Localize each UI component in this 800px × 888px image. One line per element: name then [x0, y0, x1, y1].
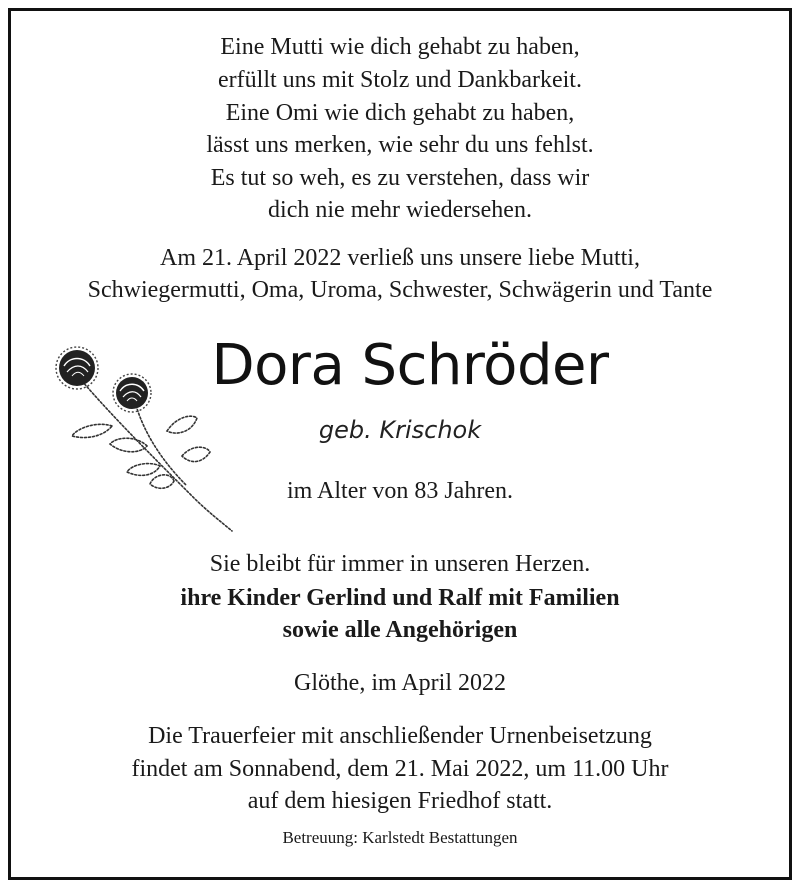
rose-leaf: [72, 424, 112, 437]
rose-leaf: [167, 416, 197, 433]
poem-line: Es tut so weh, es zu verstehen, dass wir: [210, 165, 590, 191]
poem-line: erfüllt uns mit Stolz und Dankbarkeit.: [218, 67, 582, 93]
poem-line: dich nie mehr wiedersehen.: [268, 197, 532, 223]
rose-stem: [82, 381, 232, 531]
poem-line: Eine Omi wie dich gehabt zu haben,: [225, 100, 575, 126]
poem-line: lässt uns merken, wie sehr du uns fehlst.: [206, 132, 594, 158]
announcement-line: Am 21. April 2022 verließ uns unsere liebe Mutti,: [160, 245, 640, 271]
funeral-line: findet am Sonnabend, dem 21. Mai 2022, um 11.00 Uhr: [131, 756, 669, 782]
rose-leaf: [127, 464, 160, 476]
mourners-line: sowie alle Angehörigen: [282, 617, 518, 643]
funeral-line: auf dem hiesigen Friedhof statt.: [247, 788, 553, 814]
mourners-line: ihre Kinder Gerlind und Ralf mit Familien: [180, 585, 620, 611]
poem-line: Eine Mutti wie dich gehabt zu haben,: [220, 34, 580, 60]
rose-blossom: [56, 347, 98, 389]
announcement-line: Schwiegermutti, Oma, Uroma, Schwester, Schwägerin und Tante: [87, 277, 713, 303]
rose-leaf: [182, 447, 210, 461]
rose-blossom: [113, 374, 151, 412]
deceased-name: Dora Schröder: [211, 333, 609, 398]
place-date: Glöthe, im April 2022: [294, 670, 506, 696]
funeral-line: Die Trauerfeier mit anschließender Urnenbeisetzung: [148, 723, 652, 749]
maiden-name: geb. Krischok: [318, 416, 482, 444]
undertaker-credit: Betreuung: Karlstedt Bestattungen: [282, 828, 518, 847]
remembrance-line: Sie bleibt für immer in unseren Herzen.: [209, 551, 591, 577]
age-line: im Alter von 83 Jahren.: [287, 478, 513, 504]
